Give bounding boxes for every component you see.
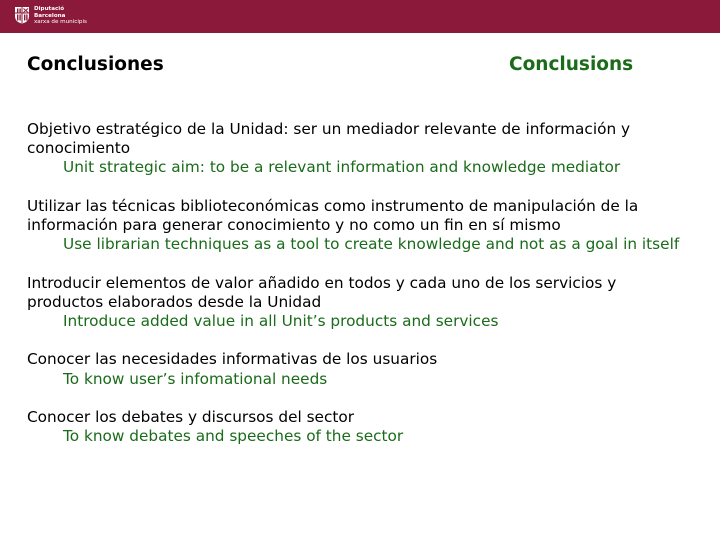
logo-text: [34, 6, 87, 26]
diputacio-logo: [14, 6, 87, 28]
conclusion-item: [27, 197, 697, 255]
logo-tagline: xarxa de municipis: [34, 19, 87, 26]
conclusion-english: To know user’s infomational needs: [63, 369, 328, 388]
conclusion-spanish: Introducir elementos de valor añadido en todos y cada uno de los servicios y productos elaborados desde la Unidad: [27, 273, 617, 311]
conclusion-english: To know debates and speeches of the sector: [63, 427, 404, 446]
conclusion-english: Use librarian techniques as a tool to create knowledge and not as a goal in itself: [63, 235, 680, 254]
heading-english: Conclusions: [509, 54, 634, 75]
logo-org-line1: Diputació: [34, 6, 65, 12]
heading-spanish: Conclusiones: [27, 54, 164, 75]
conclusion-english: Introduce added value in all Unit’s products and services: [63, 312, 499, 330]
header-bar: [0, 0, 720, 33]
conclusion-item: [27, 350, 697, 388]
conclusion-spanish: Utilizar las técnicas biblioteconómicas como instrumento de manipulación de la información para generar conocimiento y no como un fin en sí mismo: [27, 196, 639, 234]
conclusion-item: [27, 120, 697, 178]
coat-of-arms-icon: [14, 6, 30, 24]
conclusions-list: [27, 120, 697, 446]
conclusion-spanish: Conocer las necesidades informativas de los usuarios: [27, 350, 438, 369]
conclusion-english: Unit strategic aim: to be a relevant information and knowledge mediator: [63, 158, 621, 177]
conclusion-spanish: Conocer los debates y discursos del sector: [27, 407, 355, 426]
conclusion-spanish: Objetivo estratégico de la Unidad: ser un mediador relevante de información y conocimiento: [27, 120, 631, 158]
logo-org-line2: Barcelona: [34, 12, 66, 19]
conclusion-item: [27, 274, 697, 332]
conclusion-item: [27, 408, 697, 446]
